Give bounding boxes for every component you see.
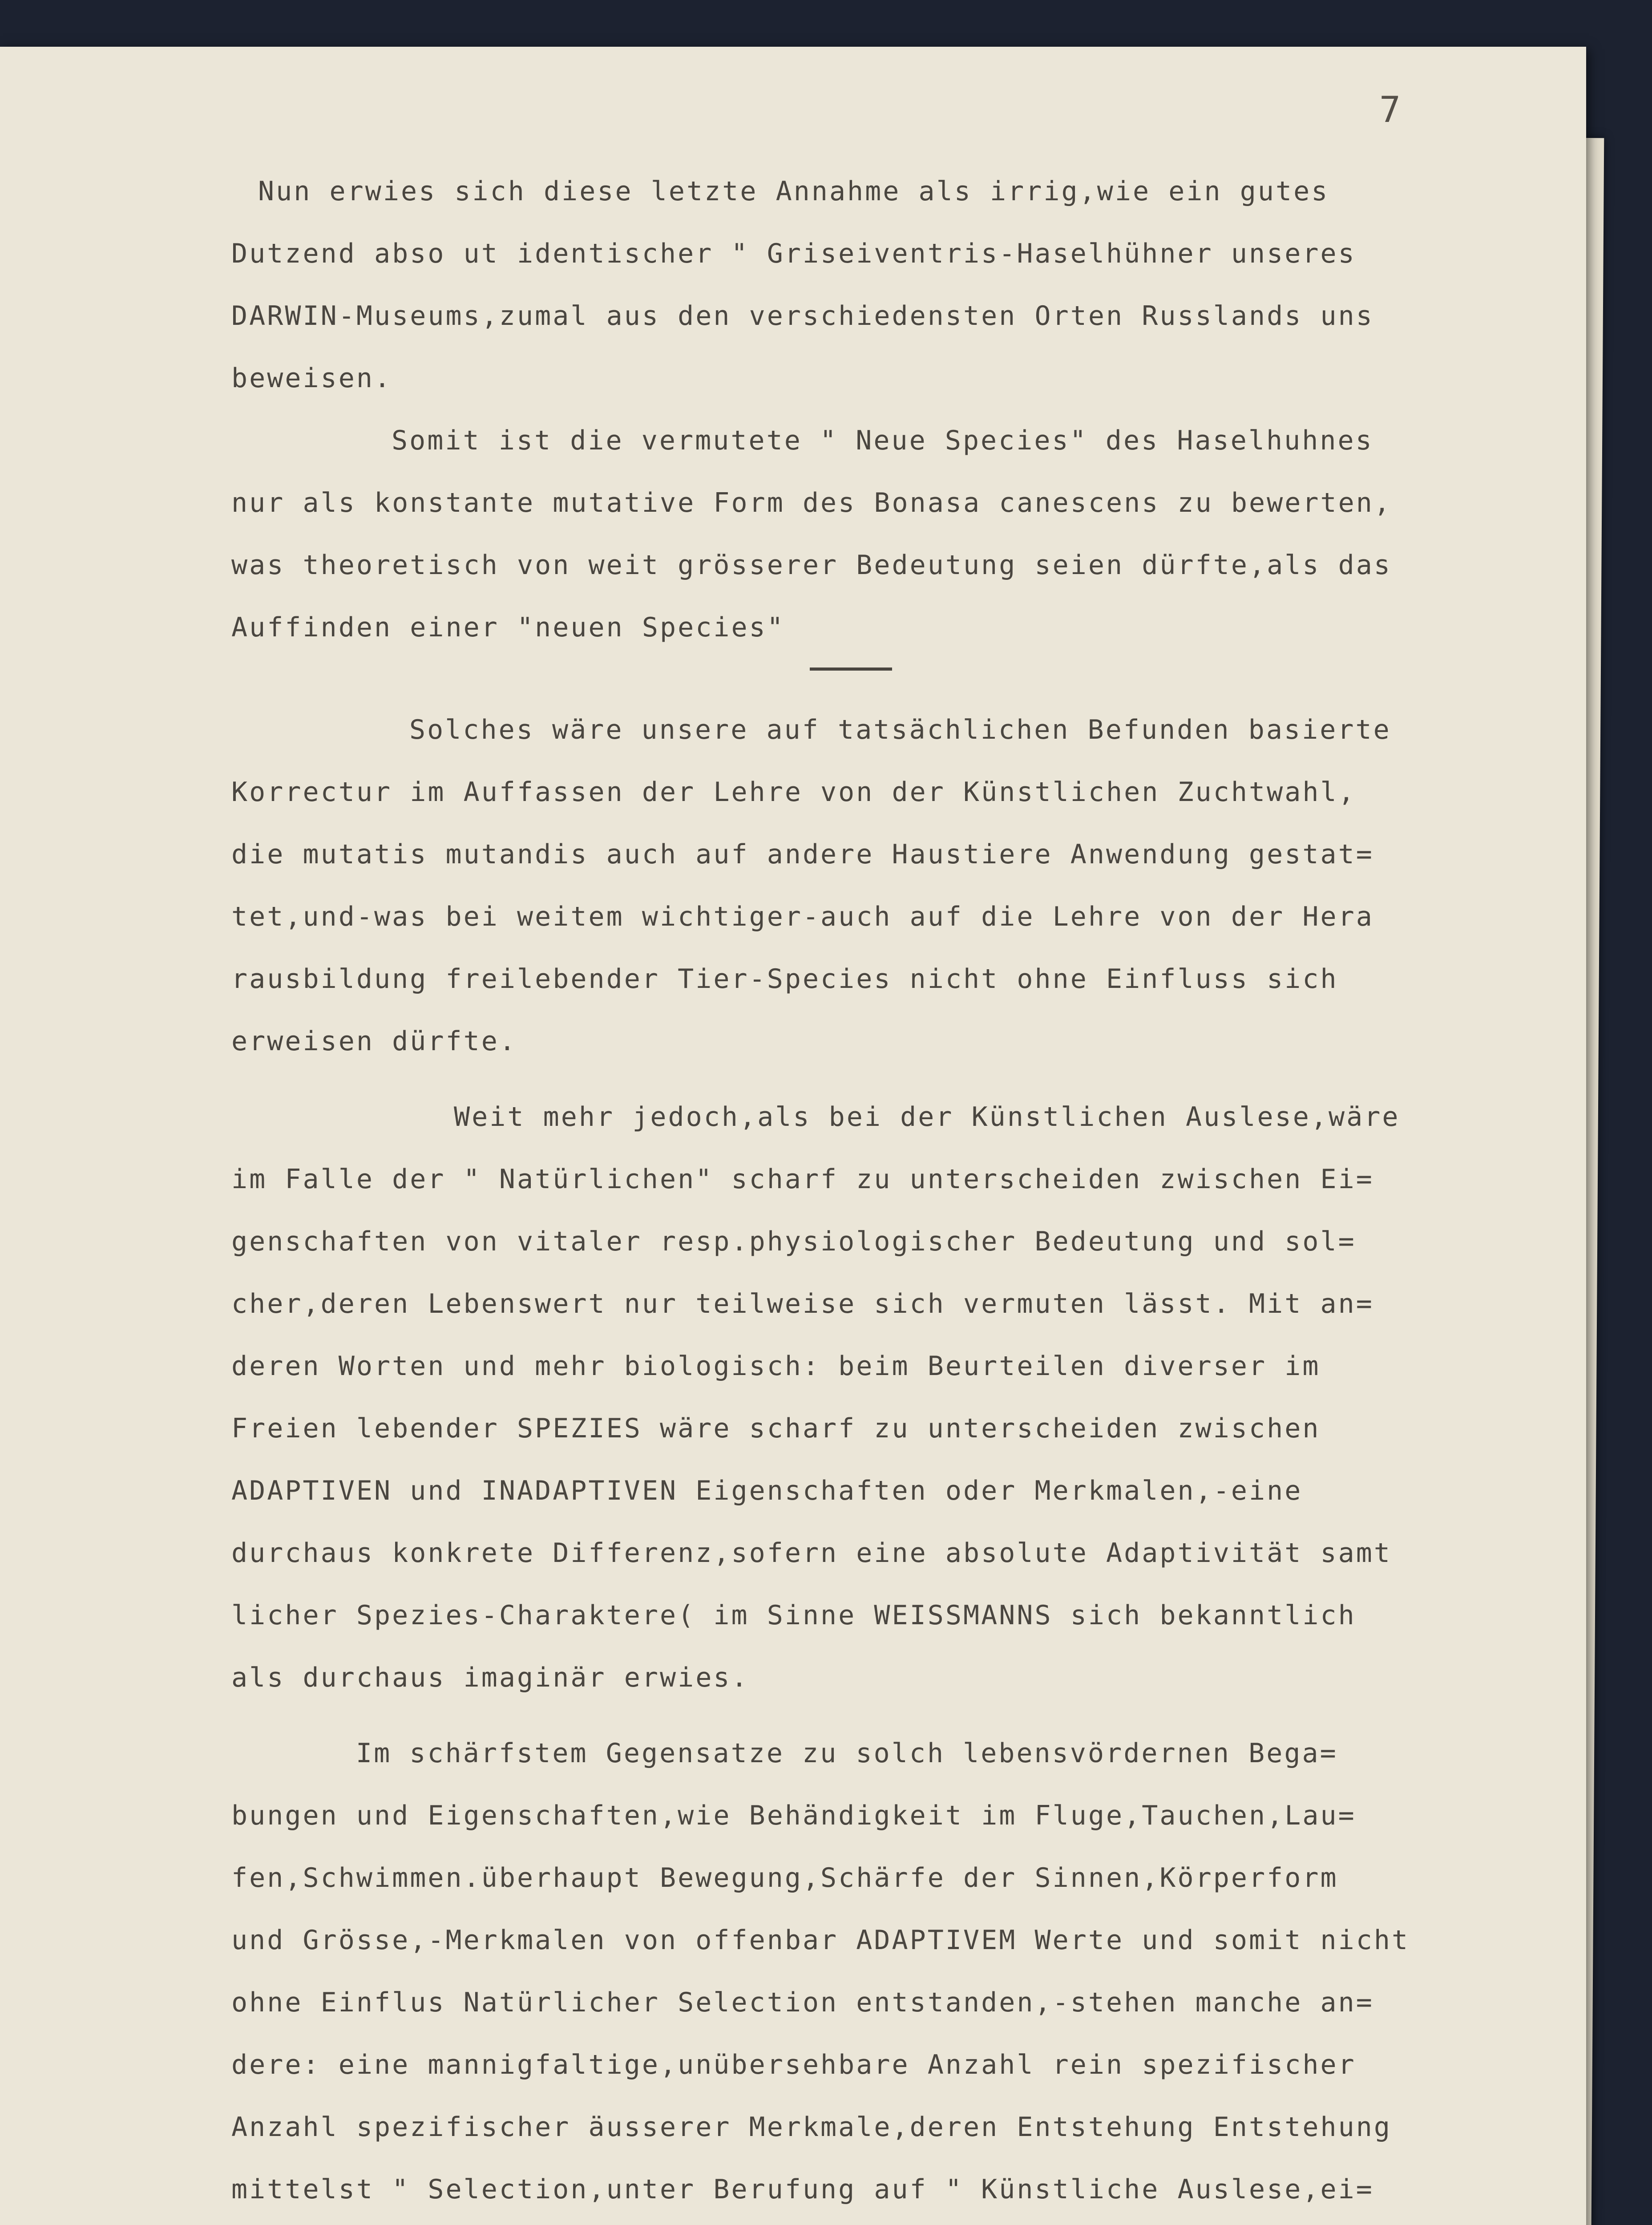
separator-rule	[810, 668, 892, 671]
text-line: Anzahl spezifischer äusserer Merkmale,deren Entstehung Entstehung	[231, 2112, 1392, 2143]
text-line: Somit ist die vermutete " Neue Species" des Haselhuhnes	[392, 425, 1373, 456]
text-line: ADAPTIVEN und INADAPTIVEN Eigenschaften oder Merkmalen,-eine	[231, 1475, 1303, 1506]
text-line: licher Spezies-Charaktere( im Sinne WEISSMANNS sich bekanntlich	[231, 1600, 1356, 1631]
text-line: ohne Einflus Natürlicher Selection entstanden,-stehen manche an=	[231, 1987, 1374, 2018]
text-line: deren Worten und mehr biologisch: beim Beurteilen diverser im	[231, 1351, 1321, 1382]
page-number: 7	[1379, 89, 1401, 130]
text-line: die mutatis mutandis auch auf andere Haustiere Anwendung gestat=	[231, 839, 1374, 870]
text-line: genschaften von vitaler resp.physiologischer Bedeutung und sol=	[231, 1226, 1356, 1257]
text-line: nur als konstante mutative Form des Bonasa canescens zu bewerten,	[231, 487, 1392, 518]
text-line: bungen und Eigenschaften,wie Behändigkeit im Fluge,Tauchen,Lau=	[231, 1800, 1356, 1831]
text-line: beweisen.	[231, 363, 392, 394]
text-line: rausbildung freilebender Tier-Species nicht ohne Einfluss sich	[231, 963, 1338, 995]
text-line: fen,Schwimmen.überhaupt Bewegung,Schärfe der Sinnen,Körperform	[231, 1862, 1338, 1893]
text-line: durchaus konkrete Differenz,sofern eine absolute Adaptivität samt	[231, 1537, 1392, 1569]
text-line: cher,deren Lebenswert nur teilweise sich vermuten lässt. Mit an=	[231, 1288, 1374, 1319]
text-line: Dutzend abso ut identischer " Griseiventris-Haselhühner unseres	[231, 238, 1356, 269]
text-line: als durchaus imaginär erwies.	[231, 1662, 749, 1693]
paragraph-3	[231, 699, 1557, 1072]
text-line: im Falle der " Natürlichen" scharf zu unterscheiden zwischen Ei=	[231, 1164, 1374, 1195]
text-line: Weit mehr jedoch,als bei der Künstlichen Auslese,wäre	[454, 1101, 1400, 1133]
text-line	[231, 2221, 1557, 2225]
paragraph-gap	[231, 1709, 1557, 1722]
paragraph-gap	[231, 1072, 1557, 1086]
text-line: erweisen dürfte.	[231, 1026, 517, 1057]
paragraph-1	[231, 160, 1557, 409]
typed-text-body	[231, 160, 1557, 2225]
document-page	[0, 47, 1586, 2225]
paragraph-5	[231, 1722, 1557, 2225]
text-line: dere: eine mannigfaltige,unübersehbare Anzahl rein spezifischer	[231, 2049, 1356, 2080]
text-line: Im schärfstem Gegensatze zu solch lebensvördernen Bega=	[356, 1738, 1338, 1769]
paragraph-4	[231, 1086, 1557, 1709]
text-line: Nun erwies sich diese letzte Annahme als irrig,wie ein gutes	[258, 176, 1329, 207]
text-line: Auffinden einer "neuen Species"	[231, 612, 785, 643]
paragraph-2	[231, 409, 1557, 659]
text-line: und Grösse,-Merkmalen von offenbar ADAPTIVEM Werte und somit nicht	[231, 1925, 1410, 1956]
separator-wrap	[231, 659, 1557, 699]
text-line: Korrectur im Auffassen der Lehre von der Künstlichen Zuchtwahl,	[231, 777, 1356, 808]
text-line: Freien lebender SPEZIES wäre scharf zu unterscheiden zwischen	[231, 1413, 1321, 1444]
text-line: mittelst " Selection,unter Berufung auf " Künstliche Auslese,ei=	[231, 2174, 1374, 2205]
text-line: was theoretisch von weit grösserer Bedeutung seien dürfte,als das	[231, 550, 1392, 581]
text-line: DARWIN-Museums,zumal aus den verschiedensten Orten Russlands uns	[231, 300, 1374, 332]
text-line: tet,und-was bei weitem wichtiger-auch auf die Lehre von der Hera	[231, 901, 1374, 932]
text-line: Solches wäre unsere auf tatsächlichen Befunden basierte	[409, 714, 1391, 745]
